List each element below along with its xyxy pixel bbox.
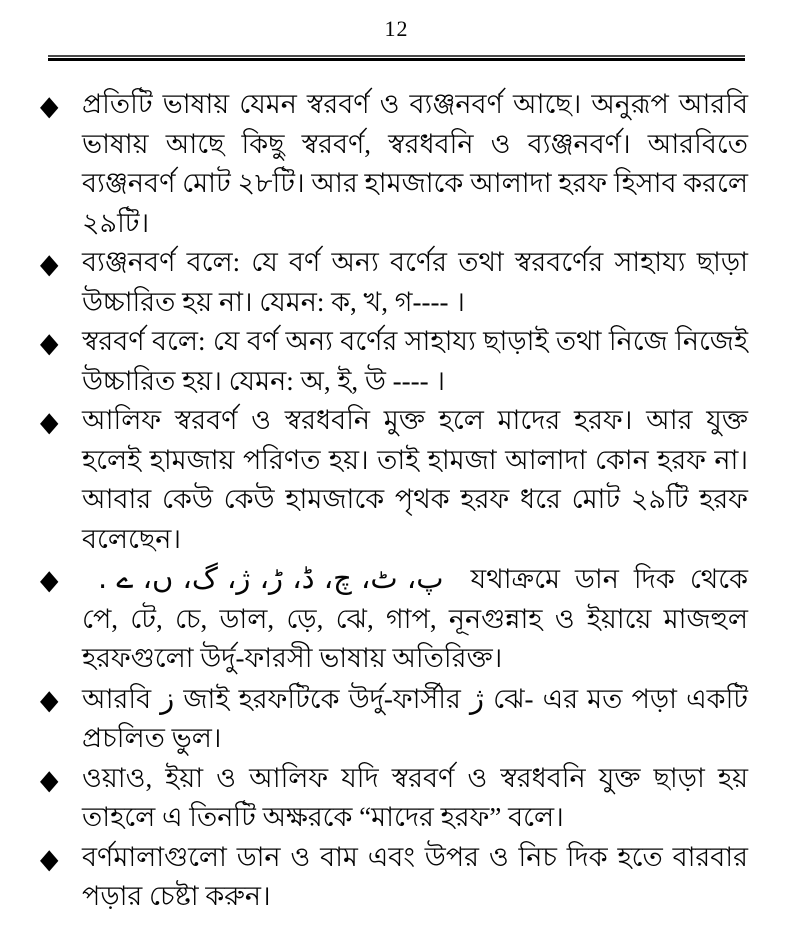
bullet-diamond-icon: ◆ (40, 250, 59, 281)
bullet-diamond-icon: ◆ (40, 92, 59, 123)
bullet-text (82, 679, 748, 759)
bullet-text-segment: যথাক্রমে ডান দিক থেকে পে, টে, চে, ডাল, ড়ে, ঝে, গাপ, নূনগুন্নাহ ও ইয়ায়ে মাজহুল হরফগুলো উর্দু-ফারসী ভাষায় অতিরিক্ত। (82, 564, 748, 673)
bullet-text-segment: প্রতিটি ভাষায় যেমন স্বরবর্ণ ও ব্যঞ্জনবর্ণ আছে। অনুরূপ আরবি ভাষায় আছে কিছু স্বরবর্ণ, স্বরধবনি ও ব্যঞ্জনবর্ণ। আরবিতে ব্যঞ্জনবর্ণ মোট ২৮টি। আর হামজাকে আলাদা হরফ হিসাব করলে ২৯টি। (82, 89, 748, 238)
bullet-diamond-icon: ◆ (40, 844, 59, 875)
bullet-item (40, 559, 748, 679)
urdu-letter-sequence: پ، ٹ، چ، ڈ، ڑ، ژ، گ، ں، ے . (98, 561, 444, 595)
bullet-item (40, 838, 748, 917)
bullet-text (82, 322, 748, 401)
bullet-item (40, 243, 748, 322)
bullet-text (82, 838, 748, 917)
bullet-text-segment: আরবি (82, 683, 152, 714)
bullet-item (40, 679, 748, 759)
bullet-text-segment: স্বরবর্ণ বলে: যে বর্ণ অন্য বর্ণের সাহায্য ছাড়াই তথা নিজে নিজেই উচ্চারিত হয়। যেমন: অ, ই, উ ---- । (82, 326, 748, 396)
bullet-text (82, 401, 748, 559)
bullet-text (82, 243, 748, 322)
bullet-diamond-icon: ◆ (40, 685, 59, 716)
bullet-text (82, 559, 748, 679)
header-divider-thick-line (48, 58, 745, 61)
header-divider (48, 55, 745, 61)
urdu-letter-zhe: ژ (469, 680, 484, 715)
bullet-item (40, 759, 748, 838)
bullet-diamond-icon: ◆ (40, 408, 59, 439)
bullet-diamond-icon: ◆ (40, 765, 59, 796)
page-number: 12 (384, 16, 409, 41)
bullet-text-segment: ঝে- এর মত পড়া একটি প্রচলিত ভুল। (82, 683, 749, 753)
bullet-diamond-icon: ◆ (40, 566, 59, 597)
bullet-text-segment: আলিফ স্বরবর্ণ ও স্বরধবনি মুক্ত হলে মাদের হরফ। আর যুক্ত হলেই হামজায় পরিণত হয়। তাই হামজা আলাদা কোন হরফ না। আবার কেউ কেউ হামজাকে পৃথক হরফ ধরে মোট ২৯টি হরফ বলেছেন। (82, 405, 748, 554)
header-divider-thin-line (48, 55, 745, 57)
bullet-item (40, 401, 748, 559)
page-body (40, 85, 748, 917)
bullet-list (40, 85, 748, 917)
bullet-text (82, 85, 748, 243)
bullet-diamond-icon: ◆ (40, 329, 59, 360)
bullet-text (82, 759, 748, 838)
bullet-text-segment: ওয়াও, ইয়া ও আলিফ যদি স্বরবর্ণ ও স্বরধবনি যুক্ত ছাড়া হয় তাহলে এ তিনটি অক্ষরকে “মাদের হরফ” বলে। (82, 762, 748, 832)
bullet-text-segment: ব্যঞ্জনবর্ণ বলে: যে বর্ণ অন্য বর্ণের তথা স্বরবর্ণের সাহায্য ছাড়া উচ্চারিত হয় না। যেমন: ক, খ, গ---- । (82, 247, 748, 317)
bullet-text-segment: জাই হরফটিকে উর্দু-ফার্সীর (183, 683, 461, 714)
bullet-text-segment: বর্ণমালাগুলো ডান ও বাম এবং উপর ও নিচ দিক হতে বারবার পড়ার চেষ্টা করুন। (82, 841, 748, 911)
bullet-item (40, 322, 748, 401)
arabic-letter-zain: ز (160, 680, 175, 715)
bullet-item (40, 85, 748, 243)
